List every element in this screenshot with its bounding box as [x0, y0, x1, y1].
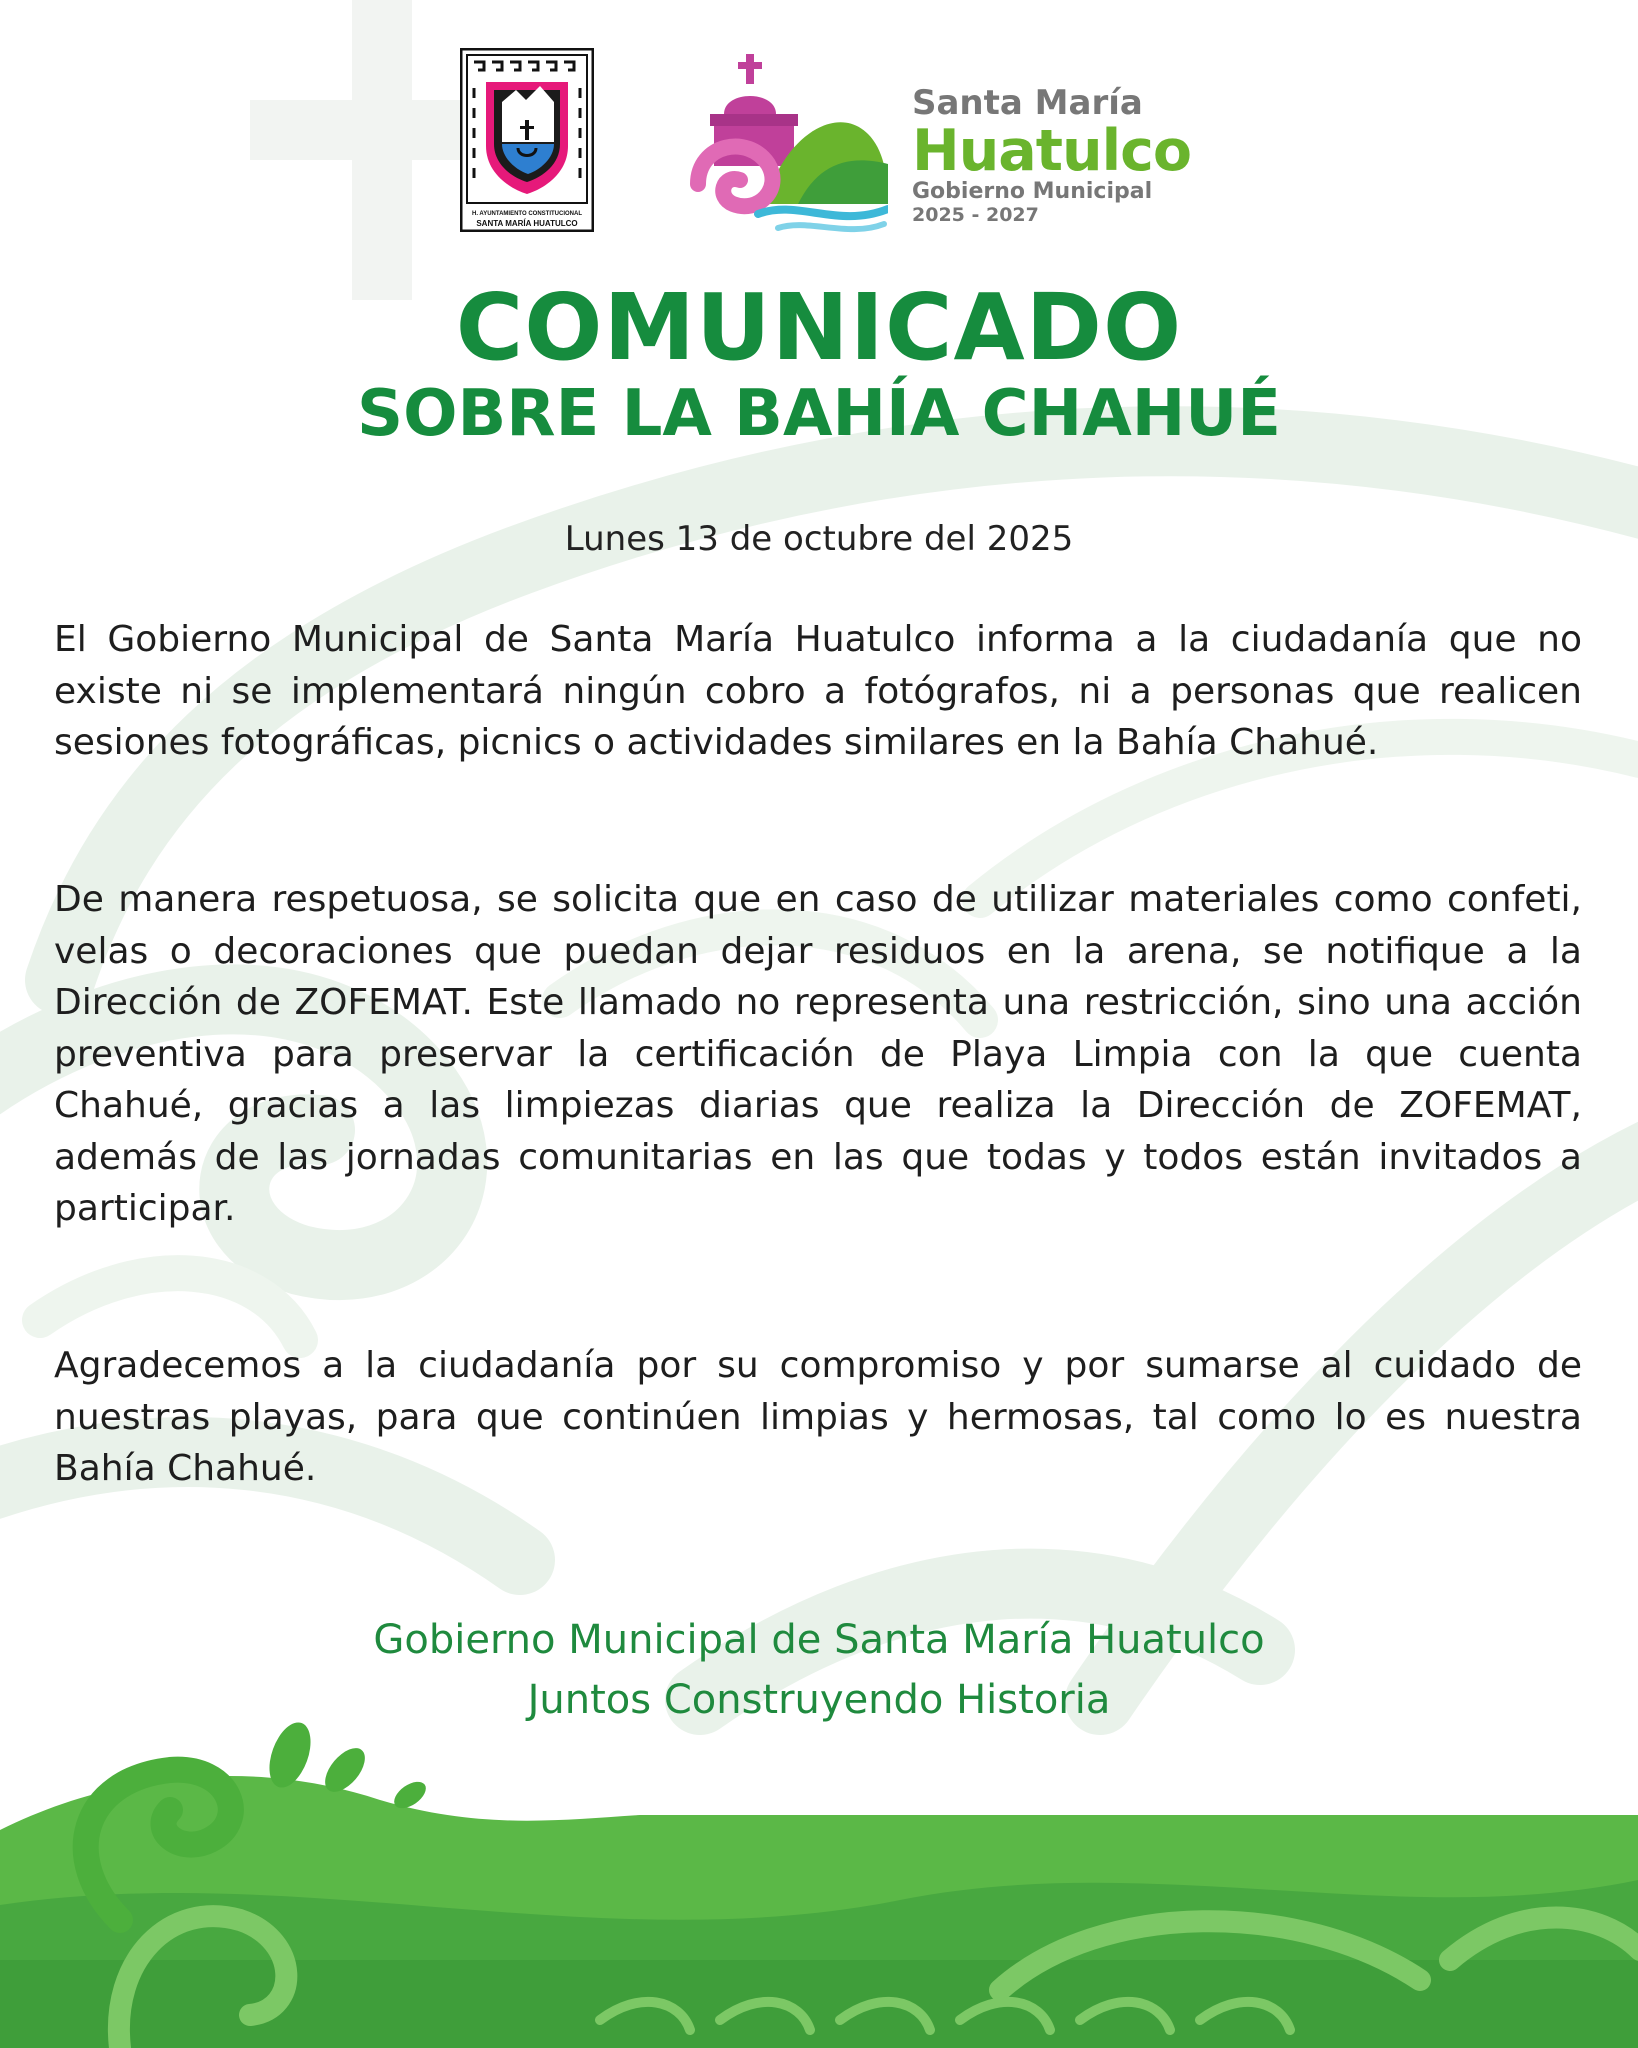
crest-caption-line2: SANTA MARÍA HUATULCO: [476, 219, 578, 228]
brand-line-period: 2025 - 2027: [912, 204, 1039, 226]
crest-caption-line1: H. AYUNTAMIENTO CONSTITUCIONAL: [471, 211, 582, 217]
footer-signature: [0, 1610, 1638, 1730]
brand-wordmark: [912, 84, 1232, 226]
brand-line-gobierno: Gobierno Municipal: [912, 179, 1153, 204]
municipal-crest-icon: [460, 48, 594, 232]
paragraph-2: De manera respetuosa, se solicita que en caso de utilizar materiales como confeti, velas o decoraciones que puedan dejar residuos en la arena, se notifique a la Dirección de ZOFEMAT. Este llamado no representa una restricción, sino una acción preventiva para preservar la certificación de Playa Limpia con la que cuenta Chahué, gracias a las limpiezas diarias que realiza la Dirección de ZOFEMAT, además de las jornadas comunitarias en las que todas y todos están invitados a participar.: [54, 879, 1582, 1229]
footer-line-1: Gobierno Municipal de Santa María Huatulco: [373, 1617, 1265, 1663]
bottom-wave-band: [0, 1717, 1638, 2048]
page-title: COMUNICADO: [455, 274, 1183, 381]
footer-line-2: Juntos Construyendo Historia: [527, 1677, 1111, 1723]
crest-caption: [464, 210, 590, 228]
church-hill-logo-icon: [688, 54, 888, 236]
page-subtitle: SOBRE LA BAHÍA CHAHUÉ: [357, 377, 1281, 451]
municipal-crest: [460, 48, 594, 232]
brand-logo: [688, 54, 888, 236]
paragraph-1: El Gobierno Municipal de Santa María Huatulco informa a la ciudadanía que no existe ni se implementará ningún cobro a fotógrafos, ni a personas que realicen sesiones fotográficas, picnics o actividades similares en la Bahía Chahué.: [54, 619, 1582, 763]
document-date: Lunes 13 de octubre del 2025: [564, 519, 1074, 559]
brand-line-huatulco: Huatulco: [912, 118, 1192, 184]
paragraph-3: Agradecemos a la ciudadanía por su compromiso y por sumarse al cuidado de nuestras playas, para que continúen limpias y hermosas, tal como lo es nuestra Bahía Chahué.: [54, 1345, 1582, 1489]
brand-line-santa-maria: Santa María: [912, 83, 1143, 123]
